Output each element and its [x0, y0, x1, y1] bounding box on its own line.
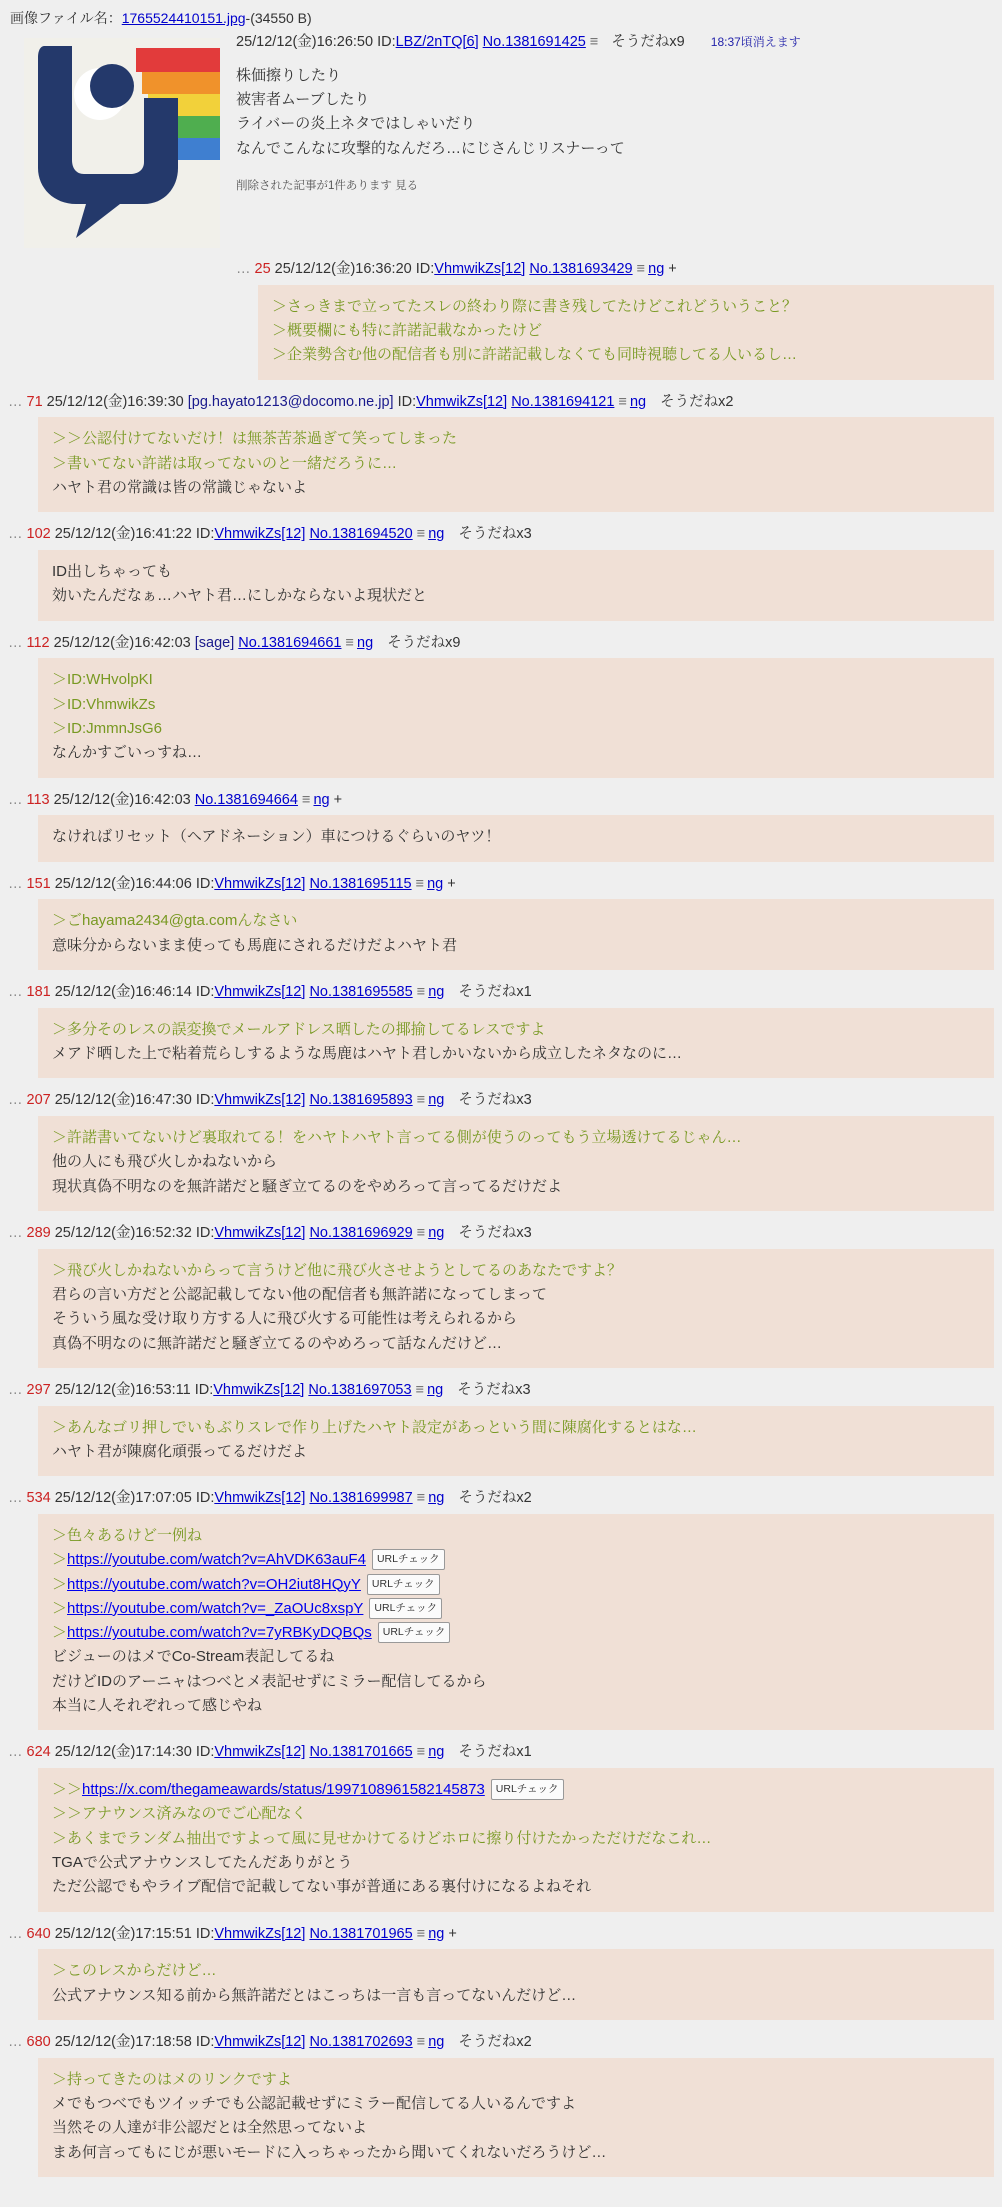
post	[8, 1740, 994, 1911]
op-text	[236, 64, 994, 161]
external-link[interactable]: https://youtube.com/watch?v=AhVDK63auF4	[67, 1551, 366, 1569]
post-line: ＞飛び火しかねないからって言うけど他に飛び火させようとしてるのあなたですよ？	[52, 1261, 623, 1279]
post-resno[interactable]: No.1381694664	[194, 791, 298, 808]
post-resno[interactable]: No.1381699987	[309, 1490, 413, 1507]
external-link[interactable]: https://youtube.com/watch?v=_ZaOUc8xspY	[67, 1599, 364, 1617]
post-id-label: ID:	[195, 2033, 215, 2050]
post-body	[38, 899, 994, 970]
post-header	[8, 2030, 994, 2054]
post-resno[interactable]: No.1381696929	[309, 1224, 413, 1241]
menu-icon[interactable]: ≡	[636, 261, 645, 277]
post	[8, 980, 994, 1078]
op-thumbnail[interactable]	[24, 38, 220, 248]
post-line: 効いたんだなぁ…ハヤト君…にしかならないよ現状だと	[52, 587, 428, 605]
post	[8, 1922, 994, 2020]
post-number: 640	[26, 1925, 55, 1942]
expand-button[interactable]: +	[333, 791, 343, 808]
post-header	[8, 1740, 994, 1764]
menu-icon[interactable]: ≡	[415, 1381, 424, 1398]
post-body	[38, 1514, 994, 1730]
ng-button[interactable]: ng	[428, 1490, 445, 1507]
post-line	[52, 1621, 980, 1645]
post-number: 113	[26, 791, 54, 808]
sodane-button[interactable]: そうだねx3	[458, 526, 532, 543]
ng-button[interactable]: ng	[428, 983, 445, 1000]
post-mail: [sage]	[194, 634, 239, 651]
ng-button[interactable]: ng	[428, 1744, 445, 1761]
post-dots: …	[8, 634, 23, 651]
post-header	[8, 1221, 994, 1245]
external-link[interactable]: https://youtube.com/watch?v=7yRBKyDQBQs	[67, 1624, 372, 1642]
post-line: TGAで公式アナウンスしてたんだありがとう	[52, 1853, 353, 1871]
post-dots: …	[8, 393, 23, 410]
post-header	[8, 1486, 994, 1510]
post-id-label: ID:	[195, 1925, 215, 1942]
post-id[interactable]: VhmwikZs[12]	[434, 261, 526, 277]
post-dots: …	[8, 1490, 23, 1507]
post-dots: …	[8, 1381, 23, 1398]
quote-marker: ＞	[52, 1575, 68, 1593]
ng-button[interactable]: ng	[427, 875, 444, 892]
deleted-notice-text[interactable]: 削除された記事が1件あります 見る	[236, 179, 419, 192]
url-check-button[interactable]: URLチェック	[367, 1574, 440, 1595]
post-id[interactable]: VhmwikZs[12]	[214, 1925, 306, 1942]
post-resno[interactable]: No.1381694661	[238, 634, 342, 651]
post-id-label: ID:	[195, 1744, 215, 1761]
post-dots: …	[8, 1092, 23, 1109]
post-date: 25/12/12(金)16:42:03	[53, 634, 195, 651]
post-date: 25/12/12(金)16:42:03	[53, 791, 195, 808]
post-header	[8, 980, 994, 1004]
post-mail: [pg.hayato1213@docomo.ne.jp]	[187, 393, 398, 410]
post-date: 25/12/12(金)16:44:06	[54, 875, 196, 892]
post-resno[interactable]: No.1381697053	[308, 1381, 412, 1398]
post-line	[52, 1597, 980, 1621]
post-line: ＞概要欄にも特に許諾記載なかったけど	[272, 322, 543, 340]
post	[8, 257, 994, 380]
post-line: ID出しちゃっても	[52, 563, 173, 581]
post-line: ＞ID:WHvolpKI	[52, 671, 153, 689]
url-check-button[interactable]: URLチェック	[369, 1598, 442, 1619]
sodane-button[interactable]: そうだねx3	[458, 1224, 532, 1241]
quote-marker: ＞	[52, 1551, 68, 1569]
post-line: 本当に人それぞれって感じやね	[52, 1697, 263, 1715]
post-header	[8, 872, 994, 896]
expand-button[interactable]: +	[447, 875, 456, 892]
post-number: 207	[26, 1092, 55, 1109]
post	[8, 1486, 994, 1730]
op-header	[236, 32, 994, 54]
sodane-button[interactable]: そうだねx9	[387, 634, 461, 651]
post-id[interactable]: VhmwikZs[12]	[214, 2033, 306, 2050]
post-id[interactable]: VhmwikZs[12]	[214, 1224, 306, 1241]
expand-button[interactable]: +	[668, 261, 677, 277]
post-line: ＞持ってきたのはメのリンクですよ	[52, 2070, 292, 2088]
post-body	[38, 1249, 994, 1368]
post-header	[8, 390, 994, 414]
ng-button[interactable]: ng	[428, 526, 445, 543]
post-line: なんかすごいっすね…	[52, 744, 203, 762]
post-line	[52, 1573, 980, 1597]
post-date: 25/12/12(金)17:18:58	[54, 2033, 196, 2050]
ng-button[interactable]: ng	[427, 1381, 444, 1398]
post-body	[38, 2058, 994, 2177]
post-line: ただ公認でもやライブ配信で記載してない事が普通にある裏付けになるよねそれ	[52, 1878, 592, 1896]
post-dots: …	[8, 875, 23, 892]
post-id[interactable]: VhmwikZs[12]	[214, 526, 306, 543]
post-body	[38, 1768, 994, 1911]
post-line: 意味分からないまま使っても馬鹿にされるだけだよハヤト君	[52, 936, 458, 954]
menu-icon[interactable]: ≡	[416, 1925, 425, 1942]
ng-button[interactable]: ng	[648, 261, 665, 277]
post-line: 他の人にも飛び火しかねないから	[52, 1153, 278, 1171]
post-line: ＞許諾書いてないけど裏取れてる！をハヤトハヤト言ってる側が使うのってもう立場透けてるじゃん…	[52, 1129, 742, 1147]
post-id[interactable]: VhmwikZs[12]	[213, 1381, 305, 1398]
post-line: ビジューのはメでCo-Stream表記してるね	[52, 1648, 335, 1666]
post-resno[interactable]: No.1381701665	[309, 1744, 413, 1761]
menu-icon[interactable]: ≡	[618, 393, 626, 410]
post-date: 25/12/12(金)16:52:32	[54, 1224, 196, 1241]
post-body	[38, 658, 994, 777]
post	[8, 788, 994, 862]
ng-button[interactable]: ng	[428, 1925, 445, 1942]
post-id-label: ID:	[415, 261, 435, 277]
post-header	[8, 1378, 994, 1402]
post-id[interactable]: VhmwikZs[12]	[214, 1744, 306, 1761]
file-label: 画像ファイル名：	[10, 10, 122, 26]
post-resno[interactable]: No.1381694121	[511, 393, 615, 410]
post	[8, 631, 994, 778]
post-body	[38, 1406, 994, 1477]
post-line: 君らの言い方だと公認記載してない他の配信者も無許諾になってしまって	[52, 1285, 548, 1303]
post-header	[236, 257, 994, 281]
post-number: 112	[26, 634, 54, 651]
post-id-label: ID:	[195, 875, 215, 892]
post-date: 25/12/12(金)16:47:30	[54, 1092, 196, 1109]
post-dots: …	[236, 261, 251, 277]
menu-icon[interactable]: ≡	[416, 2033, 425, 2050]
op-id[interactable]: LBZ/2nTQ[6]	[395, 34, 479, 50]
post	[8, 872, 994, 970]
post-line: ハヤト君が陳腐化頑張ってるだけだよ	[52, 1442, 308, 1460]
post-number: 534	[26, 1490, 55, 1507]
ng-button[interactable]: ng	[357, 634, 374, 651]
post-date: 25/12/12(金)16:46:14	[54, 983, 196, 1000]
post-number: 25	[254, 261, 275, 277]
op-resno[interactable]: No.1381691425	[482, 34, 586, 50]
post-number: 624	[26, 1744, 55, 1761]
post-line: 現状真偽不明なのを無許諾だと騒ぎ立てるのをやめろって言ってるだけだよ	[52, 1177, 563, 1195]
post-line: メアド晒した上で粘着荒らしするような馬鹿はハヤト君しかいないから成立したネタなのに…	[52, 1045, 683, 1062]
external-link[interactable]: https://x.com/thegameawards/status/1997108961582145873	[82, 1781, 485, 1799]
post-resno[interactable]: No.1381695115	[309, 875, 412, 892]
post-line: ＞＞公認付けてないだけ！は無茶苦茶過ぎて笑ってしまった	[52, 430, 458, 448]
quote-marker: ＞	[52, 1599, 68, 1617]
post-resno[interactable]: No.1381695585	[309, 983, 413, 1000]
sodane-button[interactable]: そうだねx1	[458, 983, 532, 1000]
sodane-button[interactable]: そうだねx2	[458, 1490, 532, 1507]
sodane-button[interactable]: そうだねx2	[458, 2033, 532, 2050]
post	[8, 1088, 994, 1211]
post-header	[8, 1922, 994, 1946]
post-id[interactable]: VhmwikZs[12]	[214, 983, 306, 1000]
deleted-notice	[236, 177, 994, 193]
post-line: ＞ID:VhmwikZs	[52, 695, 156, 713]
post-line: ＞ごhayama2434@gta.comんなさい	[52, 912, 298, 930]
post-date: 25/12/12(金)16:36:20	[274, 261, 416, 277]
ng-button[interactable]: ng	[428, 1092, 445, 1109]
post-date: 25/12/12(金)17:14:30	[54, 1744, 196, 1761]
menu-icon[interactable]: ≡	[416, 1092, 425, 1109]
op-id-label: ID:	[377, 34, 396, 50]
file-link[interactable]: 1765524410151.jpg	[121, 10, 246, 26]
post-number: 102	[26, 526, 55, 543]
post-body	[38, 1949, 994, 2020]
post-body	[38, 1116, 994, 1211]
post-resno[interactable]: No.1381694520	[309, 526, 413, 543]
ng-button[interactable]: ng	[629, 393, 647, 410]
post-number: 289	[26, 1224, 55, 1241]
quote-marker: ＞＞	[52, 1781, 83, 1799]
menu-icon[interactable]: ≡	[416, 983, 425, 1000]
post-line: そういう風な受け取り方する人に飛び火する可能性は考えられるから	[52, 1310, 518, 1328]
post-list	[8, 257, 994, 2177]
post-line: ハヤト君の常識は皆の常識じゃないよ	[52, 478, 308, 496]
post-resno[interactable]: No.1381693429	[529, 261, 633, 277]
post-id[interactable]: VhmwikZs[12]	[214, 875, 306, 892]
sodane-button[interactable]: そうだねx2	[660, 393, 734, 410]
url-check-button[interactable]: URLチェック	[372, 1549, 445, 1570]
expand-button[interactable]: +	[448, 1925, 457, 1942]
post-number: 680	[26, 2033, 55, 2050]
post-header	[8, 1088, 994, 1112]
post-id-label: ID:	[397, 393, 417, 410]
post-body	[38, 815, 994, 861]
post-date: 25/12/12(金)16:39:30	[46, 393, 188, 410]
menu-icon[interactable]: ≡	[301, 791, 310, 808]
post-line: だけどIDのアーニャはつべとメ表記せずにミラー配信してるから	[52, 1672, 487, 1690]
post-line: メでもつべでもツイッチでも公認記載せずにミラー配信してる人いるんですよ	[52, 2094, 576, 2112]
post-line: ＞＞アナウンス済みなのでご心配なく	[52, 1805, 307, 1823]
logo-image	[24, 38, 220, 248]
sodane-button[interactable]: そうだねx3	[458, 1092, 532, 1109]
post-id[interactable]: VhmwikZs[12]	[214, 1490, 306, 1507]
post-line: ＞多分そのレスの誤変換でメールアドレス晒したの揶揄してるレスですよ	[52, 1020, 546, 1038]
post	[8, 2030, 994, 2177]
post-id-label: ID:	[195, 983, 215, 1000]
url-check-button[interactable]: URLチェック	[491, 1779, 564, 1800]
op-erase-notice: 18:37頃消えます	[710, 35, 801, 49]
menu-icon[interactable]: ≡	[416, 1490, 425, 1507]
post-date: 25/12/12(金)17:07:05	[54, 1490, 196, 1507]
post-resno[interactable]: No.1381695893	[309, 1092, 413, 1109]
post-line: 公式アナウンス知る前から無許諾だとはこっちは一言も言ってないんだけど…	[52, 1986, 577, 2004]
op-sodane[interactable]: そうだねx9	[611, 34, 685, 50]
post-date: 25/12/12(金)17:15:51	[54, 1925, 196, 1942]
menu-icon[interactable]: ≡	[345, 634, 353, 651]
post-id-label: ID:	[195, 1490, 215, 1507]
file-size: -(34550 B)	[245, 10, 312, 26]
post-date: 25/12/12(金)16:53:11	[54, 1381, 195, 1398]
post-resno[interactable]: No.1381702693	[309, 2033, 413, 2050]
post-id-label: ID:	[194, 1381, 214, 1398]
op-body	[236, 32, 994, 193]
post-line: ＞さっきまで立ってたスレの終わり際に書き残してたけどこれどういうこと？	[272, 297, 798, 315]
post-line: ＞色々あるけど一例ね	[52, 1526, 203, 1544]
op-date: 25/12/12(金)16:26:50	[236, 34, 374, 50]
op-post	[8, 32, 994, 257]
post-line: 当然その人達が非公認だとは全然思ってないよ	[52, 2119, 368, 2137]
sodane-button[interactable]: そうだねx1	[458, 1744, 532, 1761]
url-check-button[interactable]: URLチェック	[378, 1622, 451, 1643]
post-line	[52, 1548, 980, 1572]
post-line: なければリセット（ヘアドネーション）車につけるぐらいのヤツ！	[52, 828, 501, 846]
ng-button[interactable]: ng	[313, 791, 330, 808]
ng-button[interactable]: ng	[428, 1224, 445, 1241]
post-dots: …	[8, 791, 23, 808]
op-line: ライバーの炎上ネタではしゃいだり	[236, 115, 476, 133]
ng-button[interactable]: ng	[428, 2033, 445, 2050]
post-header	[8, 631, 994, 655]
menu-icon[interactable]: ≡	[415, 875, 424, 892]
post-body	[38, 550, 994, 621]
op-line: 株価擦りしたり	[236, 66, 342, 84]
post-line: ＞あんなゴリ押しでいもぶりスレで作り上げたハヤト設定があっという間に陳腐化するとはな…	[52, 1418, 697, 1436]
post-header	[8, 788, 994, 812]
sodane-button[interactable]: そうだねx3	[457, 1381, 531, 1398]
post-id-label: ID:	[195, 526, 215, 543]
post-line: ＞このレスからだけど…	[52, 1962, 217, 1980]
post-number: 297	[26, 1381, 55, 1398]
menu-icon[interactable]: ≡	[416, 526, 425, 543]
op-line: 被害者ムーブしたり	[236, 91, 370, 109]
post-id-label: ID:	[195, 1224, 215, 1241]
post-line	[52, 1778, 980, 1802]
post-dots: …	[8, 526, 23, 543]
post	[8, 390, 994, 513]
external-link[interactable]: https://youtube.com/watch?v=OH2iut8HQyY	[67, 1575, 361, 1593]
post-dots: …	[8, 983, 23, 1000]
post-line: ＞企業勢含む他の配信者も別に許諾記載しなくても同時視聴してる人いるし…	[272, 346, 798, 364]
post-body	[38, 1008, 994, 1079]
post-dots: …	[8, 1925, 23, 1942]
post-dots: …	[8, 2033, 23, 2050]
post	[8, 1221, 994, 1368]
post-body	[38, 417, 994, 512]
menu-icon[interactable]: ≡	[416, 1224, 425, 1241]
post-dots: …	[8, 1224, 23, 1241]
menu-icon[interactable]: ≡	[416, 1744, 425, 1761]
post-number: 71	[26, 393, 47, 410]
post	[8, 522, 994, 620]
post-line: ＞あくまでランダム抽出ですよって風に見せかけてるけどホロに擦り付けたかっただけだなこれ…	[52, 1829, 712, 1847]
post-id[interactable]: VhmwikZs[12]	[214, 1092, 306, 1109]
post-header	[8, 522, 994, 546]
op-line: なんでこんなに攻撃的なんだろ…にじさんじリスナーって	[236, 139, 625, 157]
post-line: ＞書いてない許諾は取ってないのと一緒だろうに…	[52, 454, 398, 472]
post-line: まあ何言ってもにじが悪いモードに入っちゃったから聞いてくれないだろうけど…	[52, 2143, 607, 2161]
post-resno[interactable]: No.1381701965	[309, 1925, 413, 1942]
menu-icon[interactable]: ≡	[589, 34, 598, 50]
post-line: 真偽不明なのに無許諾だと騒ぎ立てるのやめろって話なんだけど…	[52, 1334, 503, 1352]
post	[8, 1378, 994, 1476]
file-header	[10, 8, 994, 28]
post-number: 181	[26, 983, 55, 1000]
post-id[interactable]: VhmwikZs[12]	[416, 393, 508, 410]
quote-marker: ＞	[52, 1624, 68, 1642]
post-line: ＞ID:JmmnJsG6	[52, 719, 163, 737]
post-date: 25/12/12(金)16:41:22	[54, 526, 196, 543]
post-id-label: ID:	[195, 1092, 215, 1109]
post-number: 151	[26, 875, 55, 892]
post-body	[258, 285, 994, 380]
post-dots: …	[8, 1744, 23, 1761]
